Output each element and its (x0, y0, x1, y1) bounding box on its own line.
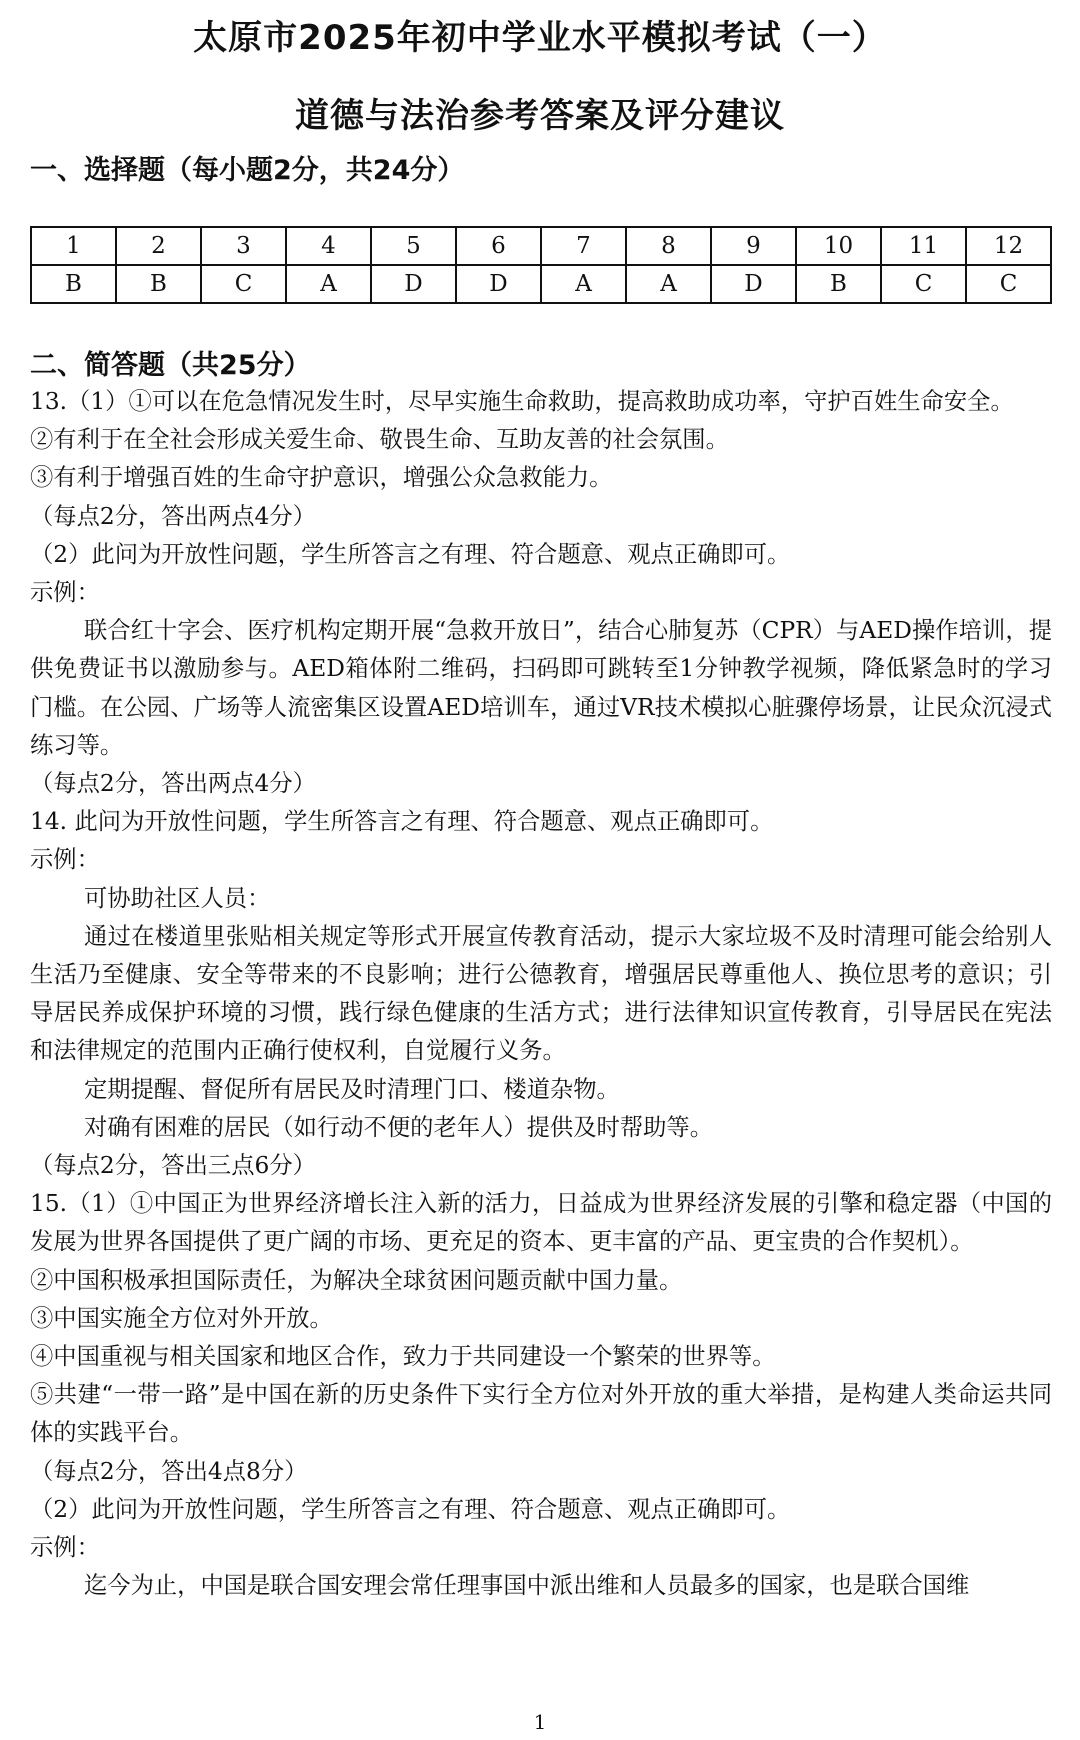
example-paragraph: 通过在楼道里张贴相关规定等形式开展宣传教育活动，提示大家垃圾不及时清理可能会给别人生活乃至健康、安全等带来的不良影响；进行公德教育，增强居民尊重他人、换位思考的意识；引导居民养成保护环境的习惯，践行绿色健康的生活方式；进行法律知识宣传教育，引导居民在宪法和法律规定的范围内正确行使权利，自觉履行义务。 (30, 922, 1052, 1065)
answer-paragraph: ③中国实施全方位对外开放。 (30, 1304, 333, 1332)
section-heading-choice: 一、选择题（每小题2分，共24分） (30, 155, 465, 186)
question-number-cell: 9 (711, 227, 796, 265)
answer-paragraph: 15.（1）①中国正为世界经济增长注入新的活力，日益成为世界经济发展的引擎和稳定器（中国的发展为世界各国提供了更广阔的市场、更充足的资本、更丰富的产品、更宝贵的合作契机）。 (30, 1190, 1052, 1256)
example-paragraph: 迄今为止，中国是联合国安理会常任理事国中派出维和人员最多的国家，也是联合国维 (84, 1572, 970, 1600)
question-number-cell: 3 (201, 227, 286, 265)
question-number-cell: 10 (796, 227, 881, 265)
answer-cell: A (541, 265, 626, 303)
scoring-note: （每点2分，答出三点6分） (30, 1152, 316, 1180)
question-number-cell: 12 (966, 227, 1051, 265)
example-label: 示例： (30, 579, 100, 607)
question-number-cell: 11 (881, 227, 966, 265)
answer-cell: B (796, 265, 881, 303)
answer-cell: B (31, 265, 116, 303)
scoring-note: （每点2分，答出两点4分） (30, 502, 316, 530)
question-number-cell: 5 (371, 227, 456, 265)
example-paragraph: 对确有困难的居民（如行动不便的老年人）提供及时帮助等。 (84, 1113, 714, 1141)
question-number-cell: 7 (541, 227, 626, 265)
answer-table-answer-row (31, 265, 1051, 303)
example-label: 示例： (30, 846, 100, 874)
scoring-note: （每点2分，答出4点8分） (30, 1457, 308, 1485)
answer-cell: D (371, 265, 456, 303)
section-heading-short-answer: 二、简答题（共25分） (30, 350, 311, 381)
document-title: 太原市2025年初中学业水平模拟考试（一） (193, 18, 887, 58)
answer-paragraph: （2）此问为开放性问题，学生所答言之有理、符合题意、观点正确即可。 (30, 540, 791, 568)
page-number: 1 (533, 1710, 547, 1734)
example-paragraph: 可协助社区人员： (84, 884, 271, 912)
answer-paragraph: ⑤共建“一带一路”是中国在新的历史条件下实行全方位对外开放的重大举措，是构建人类命运共同体的实践平台。 (30, 1381, 1052, 1447)
answer-table (30, 226, 1052, 304)
question-number-cell: 2 (116, 227, 201, 265)
answer-paragraph: ③有利于增强百姓的生命守护意识，增强公众急救能力。 (30, 464, 613, 492)
answer-cell: C (966, 265, 1051, 303)
answer-paragraph: ②有利于在全社会形成关爱生命、敬畏生命、互助友善的社会氛围。 (30, 426, 729, 454)
answer-paragraph: （2）此问为开放性问题，学生所答言之有理、符合题意、观点正确即可。 (30, 1495, 791, 1523)
answer-cell: D (456, 265, 541, 303)
question-number-cell: 6 (456, 227, 541, 265)
example-label: 示例： (30, 1534, 100, 1562)
question-number-cell: 8 (626, 227, 711, 265)
example-paragraph: 联合红十字会、医疗机构定期开展“急救开放日”，结合心肺复苏（CPR）与AED操作培训，提供免费证书以激励参与。AED箱体附二维码，扫码即可跳转至1分钟教学视频，降低紧急时的学习门槛。在公园、广场等人流密集区设置AED培训车，通过VR技术模拟心脏骤停场景，让民众沉浸式练习等。 (30, 617, 1052, 759)
answer-cell: C (201, 265, 286, 303)
answer-cell: A (286, 265, 371, 303)
example-paragraph: 定期提醒、督促所有居民及时清理门口、楼道杂物。 (84, 1075, 620, 1103)
answer-cell: C (881, 265, 966, 303)
answer-cell: D (711, 265, 796, 303)
question-number-cell: 1 (31, 227, 116, 265)
answer-table-number-row (31, 227, 1051, 265)
answer-cell: A (626, 265, 711, 303)
document-subtitle: 道德与法治参考答案及评分建议 (295, 96, 785, 136)
answer-body (30, 383, 1052, 1606)
answer-paragraph: 13.（1）①可以在危急情况发生时，尽早实施生命救助，提高救助成功率，守护百姓生命安全。 (30, 388, 1014, 415)
answer-paragraph: 14. 此问为开放性问题，学生所答言之有理、符合题意、观点正确即可。 (30, 808, 774, 836)
answer-paragraph: ④中国重视与相关国家和地区合作，致力于共同建设一个繁荣的世界等。 (30, 1343, 776, 1371)
answer-paragraph: ②中国积极承担国际责任，为解决全球贫困问题贡献中国力量。 (30, 1266, 683, 1294)
question-number-cell: 4 (286, 227, 371, 265)
answer-cell: B (116, 265, 201, 303)
scoring-note: （每点2分，答出两点4分） (30, 770, 316, 798)
